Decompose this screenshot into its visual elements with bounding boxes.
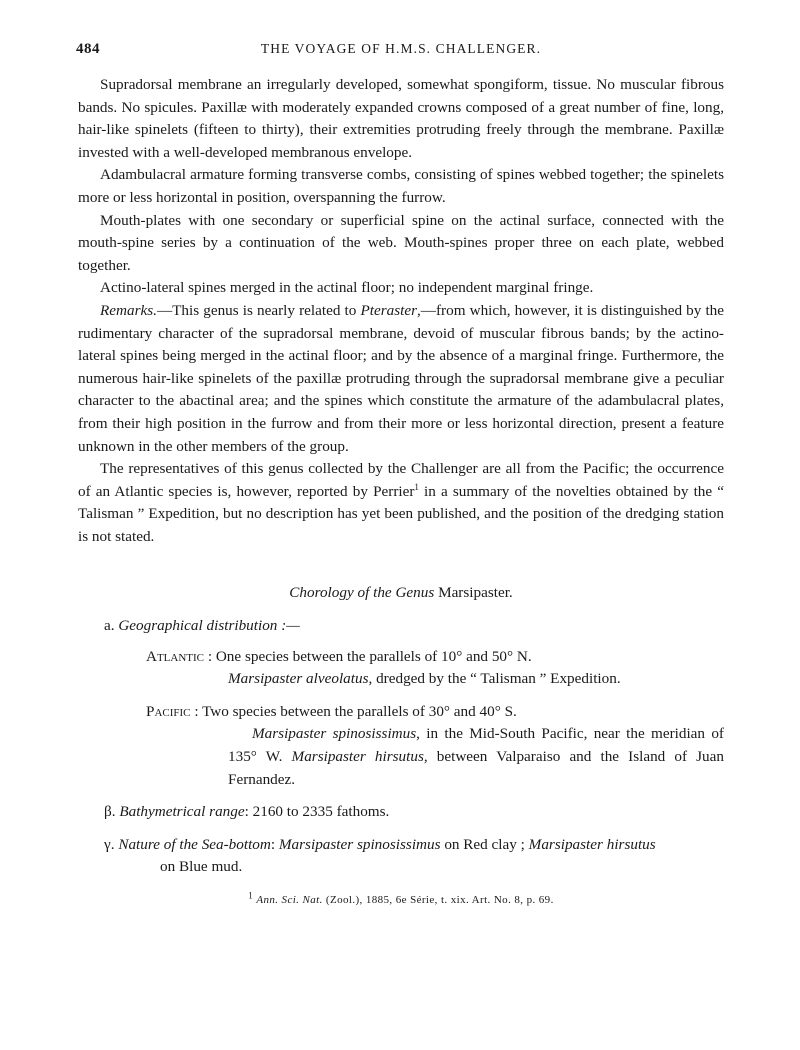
atlantic-label: Atlantic <box>146 647 205 665</box>
footnote-text: (Zool.), 1885, 6e Série, t. xix. Art. No. 8, p. 69. <box>322 894 554 906</box>
chorology-heading-genus: Marsipaster. <box>434 584 513 602</box>
footnote-ref[interactable]: 1 <box>414 481 419 492</box>
pacific-entry <box>146 701 724 724</box>
chorology-heading-italic: Chorology of the Genus <box>289 584 435 602</box>
bathymetrical-range-text: : 2160 to 2335 fathoms. <box>244 803 390 821</box>
atlantic-species-line <box>228 668 724 691</box>
sea-bottom-continuation <box>160 856 724 879</box>
pacific-text: Two species between the parallels of 30° and 40° S. <box>202 702 517 720</box>
page-number: 484 <box>76 41 100 57</box>
geographical-distribution <box>78 615 724 638</box>
footnote-marker: 1 <box>248 890 254 901</box>
atlantic-text: One species between the parallels of 10° and 50° N. <box>215 647 532 665</box>
sea-bottom-species-2: Marsipaster hirsutus <box>528 835 656 853</box>
pacific-label: Pacific <box>146 702 191 720</box>
sea-bottom-mid: on Red clay ; <box>440 835 529 853</box>
paragraph-representatives <box>78 458 724 548</box>
geographical-distribution-tail: :— <box>277 617 300 635</box>
pacific-species-2: Marsipaster hirsutus <box>291 748 424 766</box>
pacific-species-1: Marsipaster spinosissimus <box>252 725 417 743</box>
pacific-species-block <box>228 723 724 791</box>
remarks-genus: Pteraster <box>360 301 417 319</box>
sea-bottom-title: Nature of the Sea-bottom <box>118 835 271 853</box>
pacific-tail: , between Valparaiso and the Island of Juan Fernandez. <box>228 748 724 788</box>
sea-bottom-species-1: Marsipaster spinosissimus <box>278 835 441 853</box>
representatives-text-a: The representatives of this genus collected by the Challenger are all from the Pacific; the occurrence of an Atlantic species is, however, reported by Perrier <box>78 460 724 500</box>
atlantic-colon: : <box>204 647 216 665</box>
paragraph-actino-lateral: Actino-lateral spines merged in the actinal floor; no independent marginal fringe. <box>100 279 594 297</box>
paragraph-supradorsal: Supradorsal membrane an irregularly developed, somewhat spongiform, tissue. No muscular fibrous bands. No spicules. Paxillæ with moderately expanded crowns composed of a great number of fine, long, hair-like spinelets (fifteen to thirty), their extremities protruding freely through the membrane. Paxillæ invested with a well-developed membranous envelope. <box>78 76 724 161</box>
remarks-text-a: —This genus is nearly related to <box>156 301 361 319</box>
paragraph-remarks <box>78 300 724 458</box>
remarks-label: Remarks. <box>100 301 157 319</box>
geographical-distribution-title: Geographical distribution <box>118 617 278 635</box>
paragraph-mouth-plates: Mouth-plates with one secondary or superficial spine on the actinal surface, connected with the mouth-spine series by a continuation of the web. Mouth-spines proper three on each plate, webbed together. <box>78 211 724 274</box>
atlantic-species: Marsipaster alveolatus <box>228 670 369 688</box>
item-label-c: γ. <box>104 835 115 853</box>
page-header <box>78 38 724 60</box>
chorology-heading <box>78 582 724 605</box>
bathymetrical-range-title: Bathymetrical range <box>119 803 245 821</box>
atlantic-species-tail: , dredged by the “ Talisman ” Expedition. <box>368 670 621 688</box>
representatives-text-b: in a summary of the novelties obtained by the “ Talisman ” Expedition, but no description has yet been published, and the position of the dredging station is not stated. <box>78 482 724 545</box>
sea-bottom <box>78 834 724 857</box>
pacific-mid: , in the Mid-South Pacific, near the meridian of 135° W. <box>228 725 724 766</box>
pacific-colon: : <box>190 702 203 720</box>
sea-bottom-colon: : <box>270 835 279 853</box>
item-label-b: β. <box>104 803 116 821</box>
atlantic-entry <box>146 646 724 669</box>
paragraph-adambulacral: Adambulacral armature forming transverse combs, consisting of spines webbed together; the spinelets more or less horizontal in position, overspanning the furrow. <box>78 166 724 206</box>
running-title: THE VOYAGE OF H.M.S. CHALLENGER. <box>260 41 542 56</box>
footnote-journal: Ann. Sci. Nat. <box>256 894 323 906</box>
bathymetrical-range <box>78 801 724 824</box>
sea-bottom-tail: on Blue mud. <box>160 858 243 876</box>
item-label-a: a. <box>104 617 115 635</box>
footnote <box>78 889 724 912</box>
remarks-text-b: ,—from which, however, it is distinguished by the rudimentary character of the supradorsal membrane, devoid of muscular fibrous bands; by the actino-lateral spines being merged in the actinal floor; and by the absence of a marginal fringe. Furthermore, the numerous hair-like spinelets of the paxillæ protruding through the supradorsal membrane give a peculiar character to the abactinal area; and the spines which constitute the armature of the adambulacral plates, from their high position in the furrow and from their more or less horizontal direction, present a feature unknown in the other members of the group. <box>78 301 725 455</box>
